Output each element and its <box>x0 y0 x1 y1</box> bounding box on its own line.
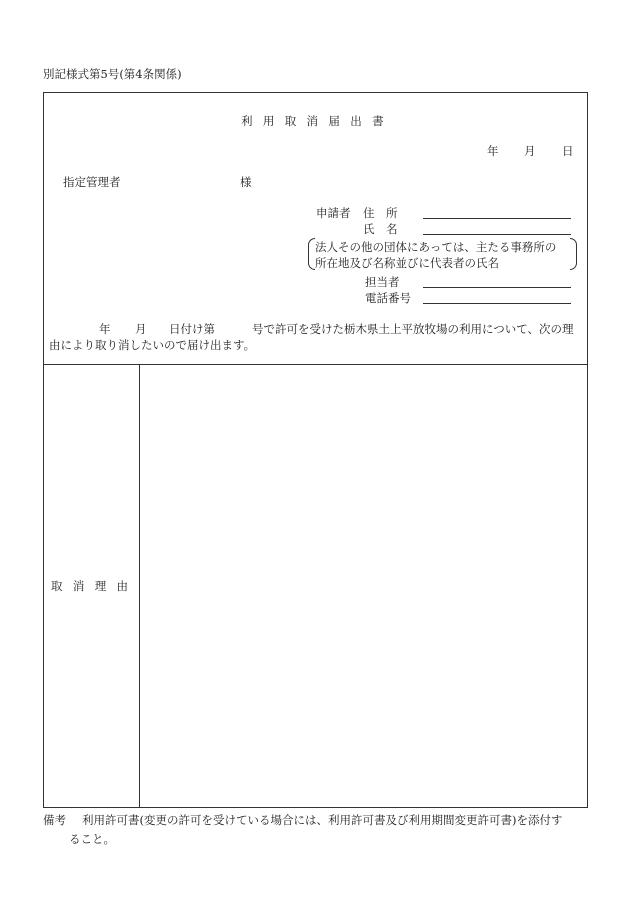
form-box <box>43 92 588 808</box>
date-day: 日 <box>562 144 574 158</box>
body-line2: 由により取り消したいので届け出ます。 <box>49 338 256 352</box>
remarks-line2: ること。 <box>69 832 115 846</box>
body-dated: 日付け第 <box>169 322 215 336</box>
applicant-label: 申請者 <box>316 206 351 220</box>
contact-field[interactable] <box>423 287 571 288</box>
phone-field[interactable] <box>423 303 571 304</box>
form-number: 別記様式第5号(第4条関係) <box>43 67 182 81</box>
corporate-note-line2: 所在地及び名称並びに代表者の氏名 <box>315 256 499 270</box>
reason-label: 取消理由 <box>51 579 139 593</box>
address-label: 住 所 <box>363 206 398 220</box>
corporate-note-line1: 法人その他の団体にあっては、主たる事務所の <box>315 240 557 254</box>
note-bracket-right <box>570 238 577 270</box>
remarks-line1: 利用許可書(変更の許可を受けている場合には、利用許可書及び利用期間変更許可書)を添付す <box>82 813 563 827</box>
addressee-name: 指定管理者 <box>63 175 121 189</box>
form-title: 利用取消届出書 <box>241 114 394 128</box>
remarks-label: 備考 <box>43 813 66 827</box>
date-month: 月 <box>524 144 536 158</box>
name-field[interactable] <box>423 234 571 235</box>
contact-label: 担当者 <box>365 275 400 289</box>
body-line1: 号で許可を受けた栃木県土上平放牧場の利用について、次の理 <box>252 322 574 336</box>
reason-field[interactable] <box>140 365 588 807</box>
body-month: 月 <box>135 322 147 336</box>
name-label: 氏 名 <box>363 222 398 236</box>
address-field[interactable] <box>423 218 571 219</box>
phone-label: 電話番号 <box>365 291 411 305</box>
body-year: 年 <box>99 322 111 336</box>
date-year: 年 <box>487 144 499 158</box>
addressee-honorific: 様 <box>240 175 252 189</box>
note-bracket-left <box>308 238 315 270</box>
